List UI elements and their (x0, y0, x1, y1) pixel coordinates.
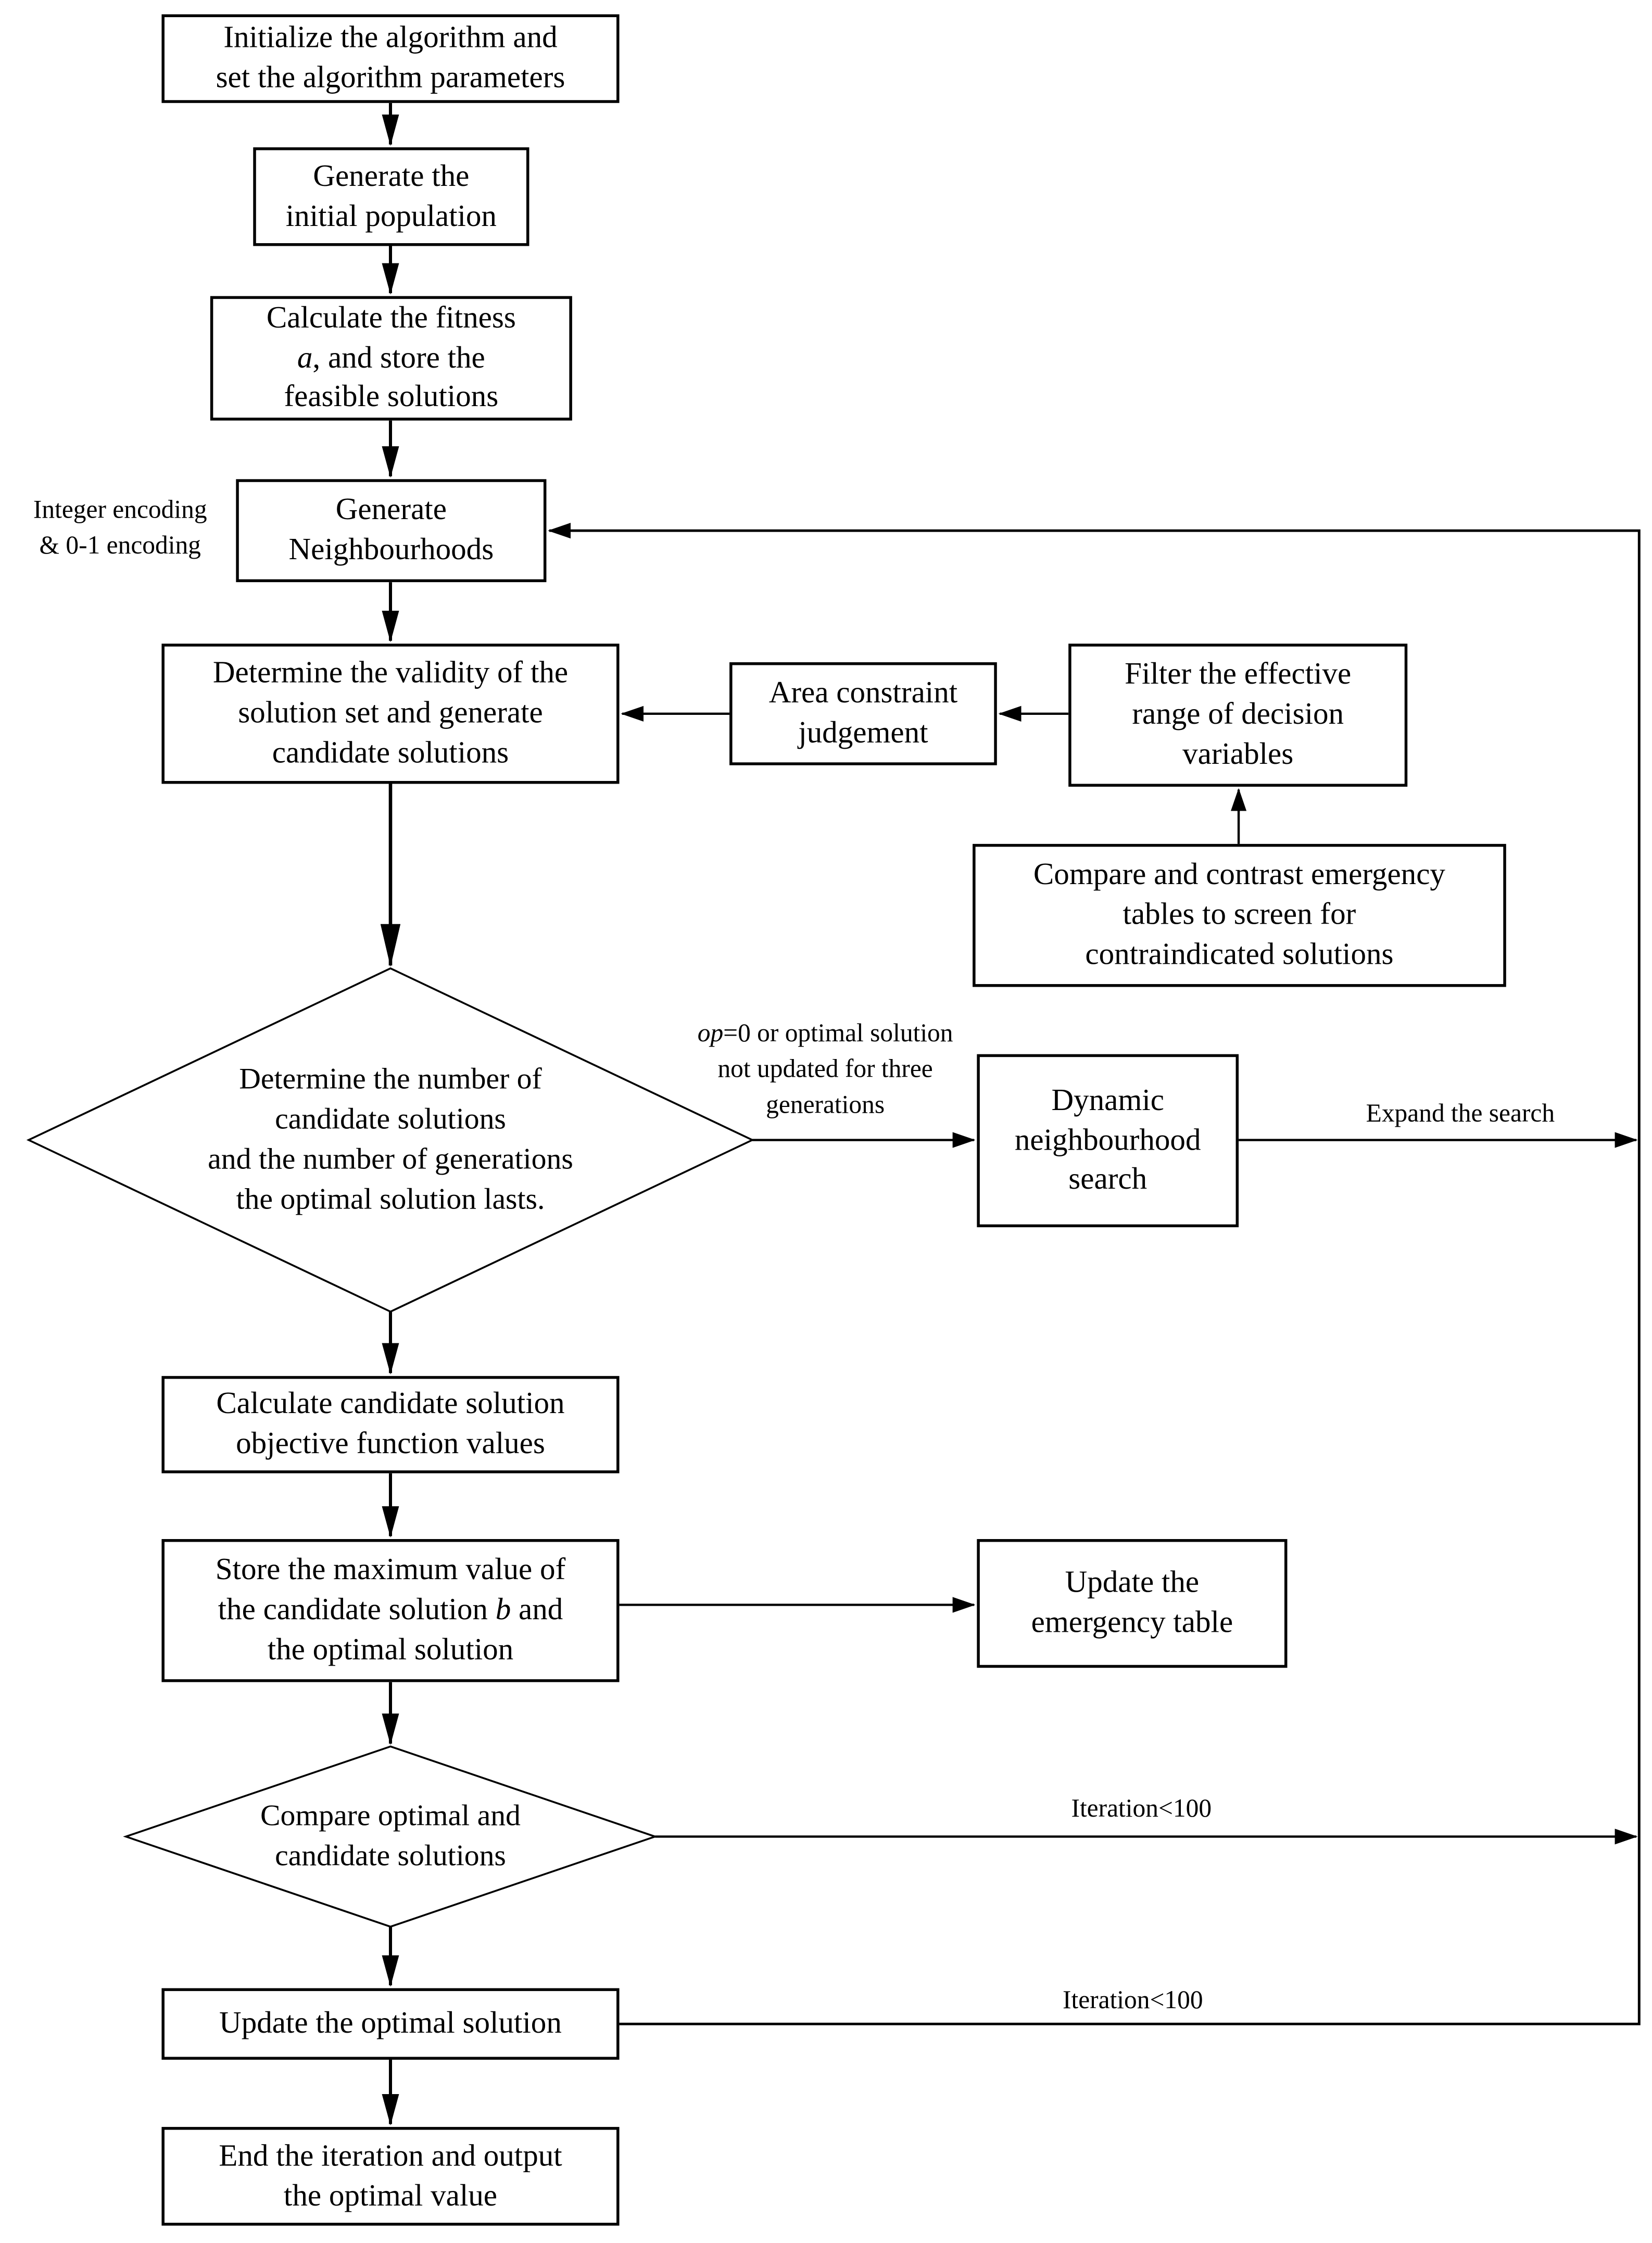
node-filter-effective-range (1068, 644, 1407, 787)
node-line: Generate (335, 492, 447, 527)
node-line (218, 1591, 563, 1631)
node-line: candidate solutions (275, 1101, 506, 1136)
node-line: Determine the validity of the (212, 655, 569, 690)
label-expand-search: Expand the search (1366, 1098, 1555, 1127)
node-line: initial population (285, 198, 497, 233)
label-iteration-compare: Iteration<100 (1071, 1793, 1212, 1822)
label-line: Integer encoding (33, 495, 207, 524)
label-line: generations (766, 1089, 885, 1118)
node-line: Determine the number of (239, 1061, 542, 1096)
op-variable: op (697, 1018, 724, 1047)
label-line: & 0-1 encoding (39, 530, 201, 559)
node-compare-emergency-tables (973, 844, 1506, 987)
node-end-iteration-output (161, 2127, 619, 2226)
node-line: feasible solutions (284, 380, 499, 414)
label-integer-encoding (7, 492, 233, 563)
node-line: search (1068, 1162, 1147, 1196)
label-line-rest: =0 or optimal solution (723, 1018, 953, 1047)
node-line: Neighbourhoods (288, 532, 494, 566)
node-line: Update the (1065, 1565, 1200, 1599)
node-update-emergency-table (977, 1539, 1287, 1668)
node-line: neighbourhood (1014, 1122, 1201, 1157)
node-determine-validity (161, 644, 619, 784)
node-line: Filter the effective (1125, 657, 1352, 691)
node-line: judgement (798, 715, 928, 750)
node-line: objective function values (236, 1426, 545, 1460)
node-line: range of decision (1132, 696, 1344, 731)
node-generate-initial-population (253, 147, 529, 246)
decision-compare-solutions-text (161, 1795, 619, 1878)
node-calculate-fitness (210, 296, 572, 421)
node-line: Compare optimal and (260, 1798, 521, 1833)
node-line: set the algorithm parameters (216, 60, 565, 95)
node-area-constraint-judgement (729, 662, 997, 765)
node-calculate-objective-values (161, 1376, 619, 1473)
label-op-condition (658, 1016, 993, 1123)
store-variable-b: b (495, 1592, 511, 1627)
label-line: not updated for three (717, 1054, 933, 1083)
node-line: contraindicated solutions (1085, 937, 1394, 972)
node-initialize-algorithm (161, 14, 619, 103)
label-line (658, 1016, 993, 1051)
node-line: the optimal solution (267, 1632, 514, 1667)
node-line: tables to screen for (1123, 897, 1356, 931)
label-iteration-update: Iteration<100 (1062, 1985, 1203, 2014)
node-dynamic-neighbourhood-search (977, 1054, 1239, 1227)
decision-candidate-count-text (76, 1060, 705, 1220)
node-line: End the iteration and output (219, 2137, 562, 2172)
node-line: solution set and generate (238, 695, 543, 730)
node-line (297, 338, 485, 379)
node-line: candidate solutions (272, 735, 509, 770)
node-store-maximum-value (161, 1539, 619, 1682)
node-line: Initialize the algorithm and (223, 20, 558, 55)
node-line-rest: , and store the (312, 339, 485, 374)
node-update-optimal-solution (161, 1988, 619, 2060)
node-line: Update the optimal solution (219, 2005, 562, 2040)
node-line: Generate the (313, 158, 470, 193)
node-line: and the number of generations (208, 1141, 573, 1176)
node-line-rest: and (511, 1592, 563, 1627)
node-line: variables (1182, 736, 1294, 771)
node-line: emergency table (1031, 1605, 1233, 1640)
node-line: candidate solutions (275, 1838, 506, 1873)
fitness-variable-a: a (297, 339, 313, 374)
node-line: Area constraint (768, 675, 958, 710)
node-line: Compare and contrast emergency (1033, 856, 1445, 891)
node-generate-neighbourhoods (236, 479, 546, 582)
node-line-pre: the candidate solution (218, 1592, 496, 1627)
node-line: Calculate the fitness (266, 299, 516, 334)
node-line: Store the maximum value of (215, 1552, 566, 1586)
node-line: the optimal solution lasts. (236, 1181, 545, 1216)
node-line: Calculate candidate solution (216, 1386, 565, 1421)
node-line: the optimal value (283, 2177, 497, 2212)
node-line: Dynamic (1051, 1082, 1164, 1117)
